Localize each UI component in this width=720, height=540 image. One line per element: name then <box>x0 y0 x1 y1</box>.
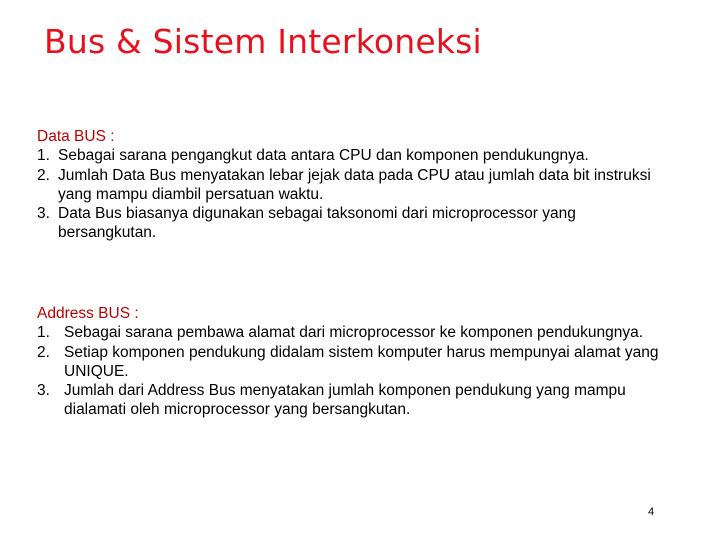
item-number: 1. <box>37 324 50 342</box>
list-item <box>37 204 677 243</box>
item-text: Sebagai sarana pengangkut data antara CPU dan komponen pendukungnya. <box>58 147 589 165</box>
item-text: Data Bus biasanya digunakan sebagai taksonomi dari microprocessor yang bersangkutan. <box>58 205 576 242</box>
data-bus-section <box>37 127 677 243</box>
item-text: Jumlah dari Address Bus menyatakan jumlah komponen pendukung yang mampu dialamati oleh microprocessor yang bersangkutan. <box>64 382 626 419</box>
slide-title: Bus & Sistem Interkoneksi <box>44 22 482 61</box>
item-number: 3. <box>37 382 50 400</box>
address-bus-section <box>37 304 677 420</box>
data-bus-heading: Data BUS : <box>37 128 115 145</box>
address-bus-heading: Address BUS : <box>37 305 139 322</box>
list-item <box>37 323 677 342</box>
list-item <box>37 343 677 382</box>
item-number: 2. <box>37 343 50 361</box>
list-item <box>37 381 677 420</box>
item-text: Jumlah Data Bus menyatakan lebar jejak data pada CPU atau jumlah data bit instruksi yang mampu diambil persatuan waktu. <box>58 166 651 203</box>
list-item <box>37 166 677 205</box>
item-number: 2. <box>37 166 50 184</box>
item-number: 3. <box>37 205 50 223</box>
item-number: 1. <box>37 147 50 165</box>
item-text: Setiap komponen pendukung didalam sistem komputer harus mempunyai alamat yang UNIQUE. <box>64 343 659 380</box>
list-item <box>37 146 677 165</box>
page-number: 4 <box>648 506 655 518</box>
item-text: Sebagai sarana pembawa alamat dari microprocessor ke komponen pendukungnya. <box>64 324 644 342</box>
